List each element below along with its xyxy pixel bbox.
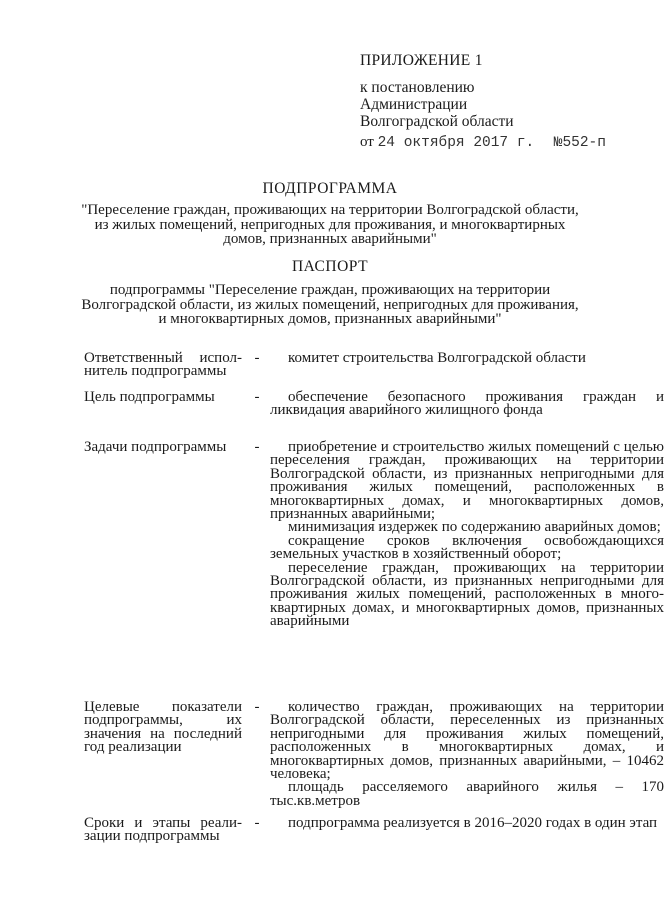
row-paragraph: комитет строительства Волгоградской области xyxy=(288,350,586,366)
row-content xyxy=(270,391,664,418)
row-paragraph: минимизация издержек по содержанию аварийных домов; xyxy=(288,519,661,536)
appendix-line-3: Волгоградской области xyxy=(360,113,514,130)
row-paragraph: сокращение сроков включения освобождающихся земельных участков в хозяйственный оборот; xyxy=(270,532,664,563)
subprogram-name-line: домов, признанных аварийными" xyxy=(223,231,437,247)
row-label: Задачи подпрограммы xyxy=(84,439,227,455)
appendix-line-1: к постановлению xyxy=(360,79,475,96)
appendix-line-2: Администрации xyxy=(360,96,468,113)
subprogram-name-line: "Переселение граждан, проживающих на территории Волгоградской области, xyxy=(81,202,579,218)
order-reference xyxy=(360,134,606,151)
row-paragraph: переселение граждан, проживающих на территории Волгоградской области, из признанных непригодными для проживания жилых помещений, расположенных в многоквартирных домах, и многоквартирных домов, признанных аварийными xyxy=(270,559,664,630)
passport-heading: ПАСПОРТ xyxy=(291,258,369,275)
row-label: Целевые показатели подпрограммы, их значения на последний год реализации xyxy=(84,699,242,756)
row-paragraph: приобретение и строительство жилых помещений с целью переселения граждан, проживающих на территории Волгоградской области, из признанных непригодными для проживания жилых помещений, расположенных в многоквартирных домах, и многоквартирных домов, признанных аварийными; xyxy=(270,439,664,523)
passport-name-line: и многоквартирных домов, признанных аварийными" xyxy=(158,311,502,327)
row-dash: - xyxy=(254,389,260,405)
passport-name-line: подпрограммы "Переселение граждан, проживающих на территории xyxy=(109,282,551,298)
appendix-header xyxy=(360,52,514,130)
subprogram-name-line: из жилых помещений, непригодных для проживания, и многоквартирных xyxy=(94,216,566,233)
row-paragraph: подпрограмма реализуется в 2016–2020 годах в один этап xyxy=(288,815,658,831)
passport-name-line: Волгоградской области, из жилых помещений, непригодных для проживания, xyxy=(81,296,579,313)
row-content xyxy=(270,701,664,808)
order-number: №552-п xyxy=(553,135,606,151)
order-date: 24 октября 2017 г. xyxy=(377,135,535,151)
appendix-title: ПРИЛОЖЕНИЕ 1 xyxy=(360,52,483,69)
subprogram-name xyxy=(70,203,590,247)
order-prefix: от xyxy=(360,134,374,150)
passport-name xyxy=(70,283,590,327)
row-dash: - xyxy=(254,815,260,831)
row-dash: - xyxy=(254,699,260,715)
row-label: Цель подпрограммы xyxy=(84,389,215,405)
subprogram-heading: ПОДПРОГРАММА xyxy=(262,180,398,197)
row-content xyxy=(270,441,664,629)
row-label: Сроки и этапы реализации подпрограммы xyxy=(84,815,242,845)
row-dash: - xyxy=(254,350,260,366)
row-dash: - xyxy=(254,439,260,455)
row-paragraph: площадь расселяемого аварийного жилья – 170 тыс.кв.метров xyxy=(270,779,664,809)
row-content xyxy=(270,817,664,830)
row-label: Ответственный исполнитель подпрограммы xyxy=(84,350,242,380)
row-content xyxy=(270,352,664,365)
row-paragraph: обеспечение безопасного проживания граждан и ликвидация аварийного жилищного фонда xyxy=(270,389,664,419)
row-paragraph: количество граждан, проживающих на территории Волгоградской области, переселенных из признанных непригодными для проживания жилых помещений, расположенных в многоквартирных домах, и многоквартирных домов, признанных аварийными, – 10462 человека; xyxy=(270,699,664,783)
